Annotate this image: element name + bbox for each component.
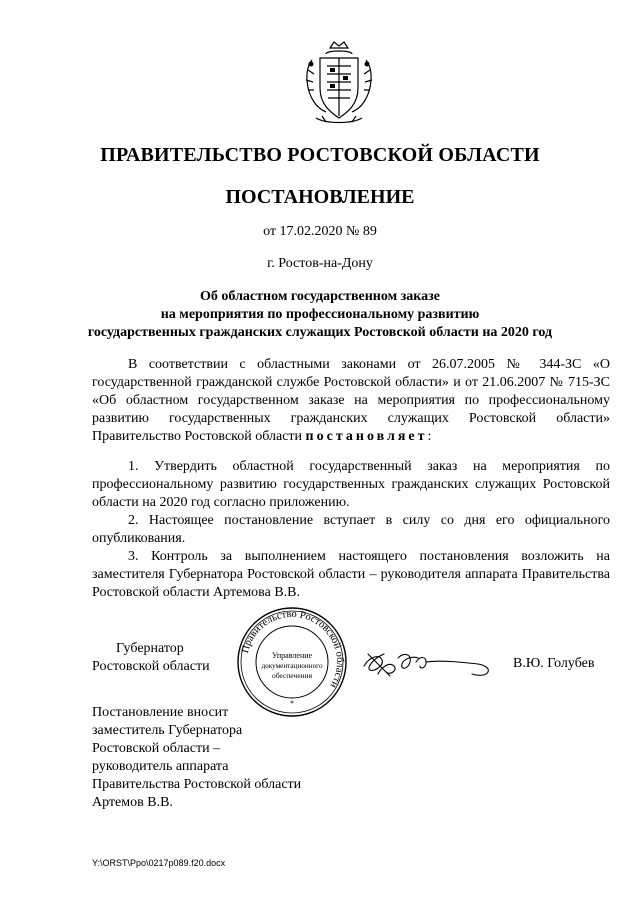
document-city: г. Ростов-на-Дону: [267, 256, 373, 271]
signatory-title-line: Ростовской области: [92, 659, 210, 674]
note-line: Артемов В.В.: [92, 795, 173, 810]
document-date-number: от 17.02.2020 № 89: [263, 224, 377, 239]
preamble-paragraph: [92, 356, 610, 446]
note-line: Постановление вносит: [92, 705, 229, 720]
decree-item: 1. Утвердить областной государственный заказ на мероприятия по профессиональному развитию государственных гражданских служащих Ростовской области на 2020 год согласно приложению.: [92, 459, 610, 510]
stamp-outer-text: Правительство Ростовской области: [239, 608, 346, 690]
preamble-colon: :: [427, 429, 432, 444]
subject-line: на мероприятия по профессиональному развитию: [160, 307, 480, 322]
decree-item: 2. Настоящее постановление вступает в силу со дня его официального опубликования.: [92, 513, 610, 546]
handwritten-signature: [360, 636, 500, 692]
stamp-inner-line: Управление: [271, 651, 313, 660]
note-line: Ростовской области –: [92, 741, 221, 756]
file-path-footer: Y:\ORST\Ppo\0217p089.f20.docx: [92, 858, 226, 868]
subject-line: государственных гражданских служащих Ростовской области на 2020 год: [87, 325, 553, 340]
signatory-title-line: Губернатор: [116, 641, 184, 656]
note-line: Правительства Ростовской области: [92, 777, 302, 792]
signatory-title: [92, 640, 210, 676]
submission-note: [92, 704, 301, 812]
note-line: руководитель аппарата: [92, 759, 229, 774]
decree-item: 3. Контроль за выполнением настоящего постановления возложить на заместителя Губернатора Ростовской области – руководителя аппарата Правительства Ростовской области Артемова В.В.: [92, 549, 610, 600]
decree-word: постановляет: [305, 429, 428, 444]
signatory-name: В.Ю. Голубев: [513, 656, 595, 671]
coat-of-arms-emblem: [300, 40, 378, 126]
decree-items: [92, 458, 610, 602]
official-stamp: [236, 606, 348, 718]
stamp-inner-line: обеспечения: [271, 671, 313, 680]
subject-line: Об областном государственном заказе: [200, 289, 440, 304]
document-subject: [0, 288, 640, 342]
organization-title: ПРАВИТЕЛЬСТВО РОСТОВСКОЙ ОБЛАСТИ: [100, 144, 540, 166]
document-type-title: ПОСТАНОВЛЕНИЕ: [225, 186, 415, 208]
note-line: заместитель Губернатора: [92, 723, 243, 738]
stamp-inner-line: документационного: [261, 662, 323, 670]
stamp-star-icon: *: [290, 699, 294, 708]
preamble-text: В соответствии с областными законами от 26.07.2005 № 344-ЗС «О государственной гражданской службе Ростовской области» и от 21.06.2007 № 715-ЗС «Об областном государственном заказе на мероприятия по профессиональному развитию государственных гражданских служащих Ростовской области» Правительство Ростовской области: [92, 357, 610, 444]
